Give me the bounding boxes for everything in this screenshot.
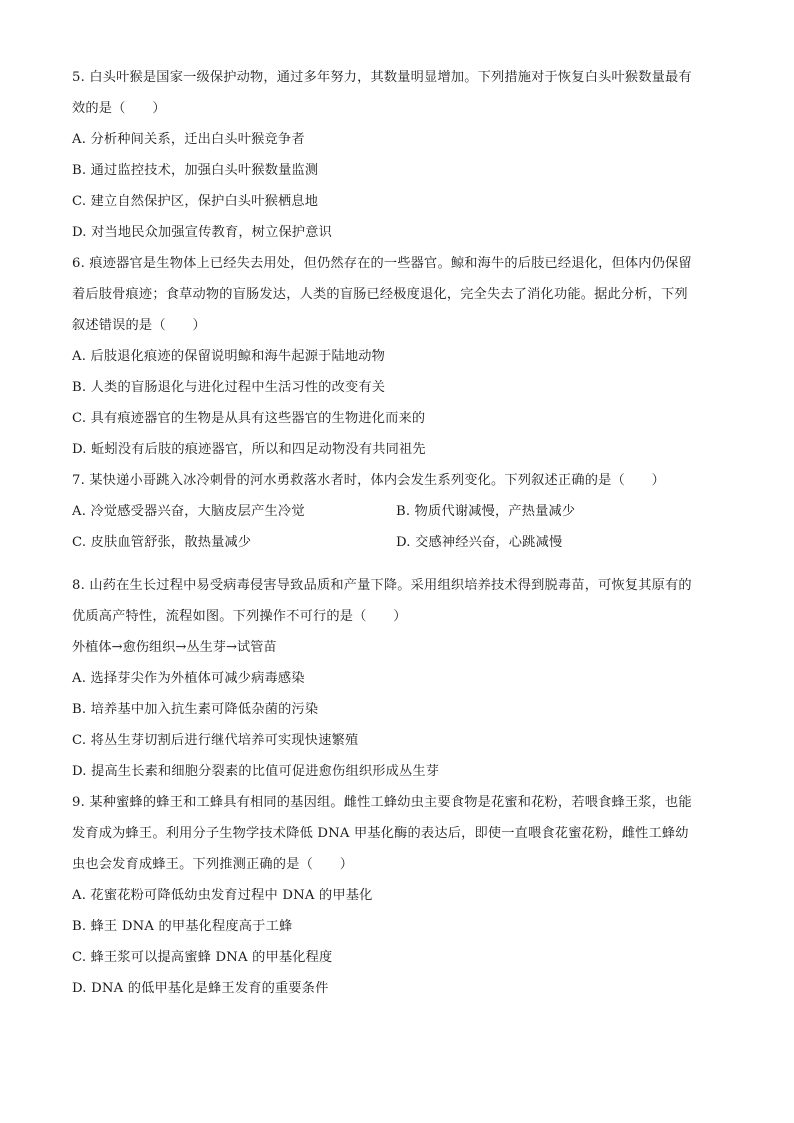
option-b[interactable]: B. 物质代谢减慢，产热量减少 bbox=[396, 504, 576, 519]
option-a[interactable]: A. 分析种间关系，迁出白头叶猴竞争者 bbox=[72, 132, 305, 147]
option-c[interactable]: C. 皮肤血管舒张，散热量减少 bbox=[72, 535, 252, 550]
question-stem-line: 着后肢骨痕迹；食草动物的盲肠发达，人类的盲肠已经极度退化，完全失去了消化功能。据此分析，下列 bbox=[72, 287, 688, 302]
option-c[interactable]: C. 将丛生芽切割后进行继代培养可实现快速繁殖 bbox=[72, 733, 359, 748]
spacer bbox=[72, 558, 732, 570]
question-8 bbox=[72, 570, 732, 787]
question-5 bbox=[72, 62, 732, 248]
question-stem-line: 7. 某快递小哥跳入冰冷刺骨的河水勇救落水者时，体内会发生系列变化。下列叙述正确的是（ ） bbox=[72, 473, 666, 488]
option-a[interactable]: A. 花蜜花粉可降低幼虫发育过程中 DNA 的甲基化 bbox=[72, 888, 373, 903]
option-row bbox=[72, 496, 732, 527]
question-stem-line: 6. 痕迹器官是生物体上已经失去用处，但仍然存在的一些器官。鲸和海牛的后肢已经退化，但体内仍保留 bbox=[72, 256, 692, 271]
question-9 bbox=[72, 787, 732, 1004]
option-d[interactable]: D. DNA 的低甲基化是蜂王发育的重要条件 bbox=[72, 981, 329, 996]
exam-page bbox=[72, 62, 732, 1004]
option-d[interactable]: D. 交感神经兴奋，心跳减慢 bbox=[396, 535, 563, 550]
question-stem-line: 发育成为蜂王。利用分子生物学技术降低 DNA 甲基化酶的表达后，即使一直喂食花蜜花粉，雌性工蜂幼 bbox=[72, 826, 689, 841]
option-b[interactable]: B. 通过监控技术，加强白头叶猴数量监测 bbox=[72, 163, 319, 178]
option-b[interactable]: B. 蜂王 DNA 的甲基化程度高于工蜂 bbox=[72, 919, 293, 934]
option-b[interactable]: B. 培养基中加入抗生素可降低杂菌的污染 bbox=[72, 702, 319, 717]
option-a[interactable]: A. 后肢退化痕迹的保留说明鲸和海牛起源于陆地动物 bbox=[72, 349, 386, 364]
question-stem-line: 虫也会发育成蜂王。下列推测正确的是（ ） bbox=[72, 857, 354, 872]
question-7 bbox=[72, 465, 732, 558]
option-row bbox=[72, 527, 732, 558]
question-stem-line: 优质高产特性，流程如图。下列操作不可行的是（ ） bbox=[72, 609, 407, 624]
option-a[interactable]: A. 冷觉感受器兴奋，大脑皮层产生冷觉 bbox=[72, 504, 305, 519]
option-c[interactable]: C. 蜂王浆可以提高蜜蜂 DNA 的甲基化程度 bbox=[72, 950, 333, 965]
question-stem-line: 效的是（ ） bbox=[72, 101, 166, 116]
option-c[interactable]: C. 建立自然保护区，保护白头叶猴栖息地 bbox=[72, 194, 319, 209]
option-d[interactable]: D. 蚯蚓没有后肢的痕迹器官，所以和四足动物没有共同祖先 bbox=[72, 442, 426, 457]
question-stem-line: 8. 山药在生长过程中易受病毒侵害导致品质和产量下降。采用组织培养技术得到脱毒苗，可恢复其原有的 bbox=[72, 578, 692, 593]
option-b[interactable]: B. 人类的盲肠退化与进化过程中生活习性的改变有关 bbox=[72, 380, 386, 395]
question-6 bbox=[72, 248, 732, 465]
option-c[interactable]: C. 具有痕迹器官的生物是从具有这些器官的生物进化而来的 bbox=[72, 411, 426, 426]
option-d[interactable]: D. 提高生长素和细胞分裂素的比值可促进愈伤组织形成丛生芽 bbox=[72, 764, 440, 779]
question-stem-line: 9. 某种蜜蜂的蜂王和工蜂具有相同的基因组。雌性工蜂幼虫主要食物是花蜜和花粉，若喂食蜂王浆，也能 bbox=[72, 795, 692, 810]
option-d[interactable]: D. 对当地民众加强宣传教育，树立保护意识 bbox=[72, 225, 333, 240]
question-stem-line: 5. 白头叶猴是国家一级保护动物，通过多年努力，其数量明显增加。下列措施对于恢复白头叶猴数量最有 bbox=[72, 70, 692, 85]
question-stem-line: 叙述错误的是（ ） bbox=[72, 318, 206, 333]
option-a[interactable]: A. 选择芽尖作为外植体可减少病毒感染 bbox=[72, 671, 305, 686]
process-flow: 外植体→愈伤组织→丛生芽→试管苗 bbox=[72, 640, 277, 655]
